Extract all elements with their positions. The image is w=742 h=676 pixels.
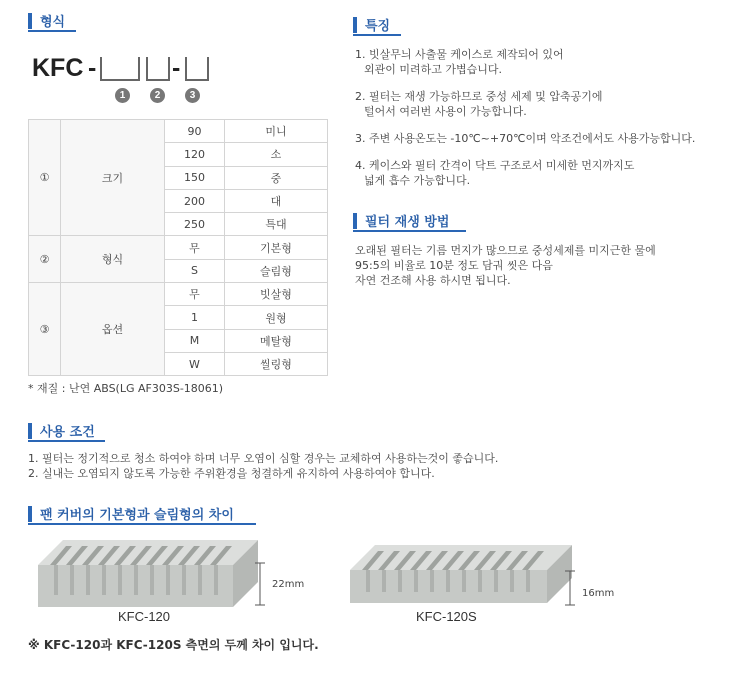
thickness-difference-note: ※ KFC-120과 KFC-120S 측면의 두께 차이 입니다. [28, 638, 319, 652]
features-section-title: 특징 [365, 19, 391, 34]
option-desc: 빗살형 [225, 283, 328, 306]
option-desc: 메탈형 [225, 329, 328, 352]
option-code: M [165, 329, 225, 352]
option-code: 무 [165, 236, 225, 259]
dimension-marker-basic [254, 562, 266, 606]
usage-line-2: 2. 실내는 오염되지 않도록 가능한 주위환경을 청결하게 유지하여 사용하여야 합니다. [28, 467, 435, 480]
feature-1-line-2: 외관이 미려하고 가볍습니다. [364, 63, 503, 76]
section-underline [353, 34, 401, 36]
regen-line-1: 오래된 필터는 기름 먼지가 많으므로 중성세제를 미지근한 물에 [355, 244, 656, 257]
section-underline [353, 230, 466, 232]
section-underline [28, 523, 256, 525]
option-code: W [165, 352, 225, 375]
option-code: 무 [165, 283, 225, 306]
section-bar [28, 506, 32, 522]
table-row [29, 283, 328, 306]
table-row [29, 236, 328, 259]
model-dash-2: - [172, 54, 181, 82]
features-section-header [353, 14, 401, 36]
model-prefix: KFC [32, 54, 84, 82]
option-desc: 기본형 [225, 236, 328, 259]
regen-line-3: 자연 건조해 사용 하시면 됩니다. [355, 274, 511, 287]
group-num: ③ [29, 283, 61, 376]
marker-3: 3 [185, 88, 200, 103]
diff-section-header [28, 503, 256, 525]
spec-table [28, 119, 328, 376]
regen-section-header [353, 210, 466, 232]
marker-1: 1 [115, 88, 130, 103]
feature-2-line-1: 2. 필터는 재생 가능하므로 중성 세제 및 압축공기에 [355, 90, 603, 103]
features-list [355, 47, 695, 188]
filter-slim-illustration [350, 545, 572, 607]
section-bar [28, 13, 32, 29]
basic-caption: KFC-120 [118, 609, 171, 624]
section-underline [28, 30, 76, 32]
option-desc: 소 [225, 143, 328, 166]
marker-2: 2 [150, 88, 165, 103]
type-slot [146, 57, 170, 81]
slim-caption: KFC-120S [416, 609, 477, 624]
group-name: 형식 [61, 236, 165, 283]
usage-text [28, 451, 498, 481]
dimension-marker-slim [564, 570, 576, 606]
option-desc: 슬림형 [225, 259, 328, 282]
feature-4-line-1: 4. 케이스와 필터 간격이 닥트 구조로서 미세한 먼지까지도 [355, 159, 635, 172]
group-name: 크기 [61, 120, 165, 236]
type-section-header [28, 10, 76, 32]
feature-1-line-1: 1. 빗살무늬 사출물 케이스로 제작되어 있어 [355, 48, 564, 61]
option-desc: 특대 [225, 213, 328, 236]
table-row [29, 120, 328, 143]
basic-thickness-label: 22mm [272, 579, 305, 590]
section-bar [353, 213, 357, 229]
regen-line-2: 95:5의 비율로 10분 정도 담궈 씻은 다음 [355, 259, 553, 272]
option-code: 120 [165, 143, 225, 166]
usage-line-1: 1. 필터는 정기적으로 청소 하여야 하며 너무 오염이 심할 경우는 교체하여 사용하는것이 좋습니다. [28, 452, 499, 465]
option-code: 1 [165, 306, 225, 329]
model-dash-1: - [88, 54, 97, 82]
option-code: 200 [165, 189, 225, 212]
size-slot [100, 57, 140, 81]
group-num: ② [29, 236, 61, 283]
option-slot [185, 57, 209, 81]
option-desc: 중 [225, 166, 328, 189]
section-bar [353, 17, 357, 33]
usage-section-title: 사용 조건 [40, 425, 95, 440]
regen-text [355, 243, 656, 288]
option-desc: 미니 [225, 120, 328, 143]
filter-basic-illustration [38, 540, 258, 610]
group-num: ① [29, 120, 61, 236]
option-desc: 원형 [225, 306, 328, 329]
option-code: 250 [165, 213, 225, 236]
section-underline [28, 440, 105, 442]
usage-section-header [28, 420, 105, 442]
group-name: 옵션 [61, 283, 165, 376]
feature-4-line-2: 넓게 흡수 가능합니다. [364, 174, 471, 187]
diff-section-title: 팬 커버의 기본형과 슬림형의 차이 [40, 508, 234, 523]
option-code: S [165, 259, 225, 282]
regen-section-title: 필터 재생 방법 [365, 215, 450, 230]
material-note: * 재질 : 난연 ABS(LG AF303S-18061) [28, 382, 224, 395]
option-desc: 씰링형 [225, 352, 328, 375]
feature-3-line-1: 3. 주변 사용온도는 -10℃~+70℃이며 악조건에서도 사용가능합니다. [355, 132, 696, 145]
option-desc: 대 [225, 189, 328, 212]
option-code: 90 [165, 120, 225, 143]
type-section-title: 형식 [40, 15, 66, 30]
feature-2-line-2: 털어서 여러번 사용이 가능합니다. [364, 105, 527, 118]
section-bar [28, 423, 32, 439]
slim-thickness-label: 16mm [582, 588, 615, 599]
option-code: 150 [165, 166, 225, 189]
